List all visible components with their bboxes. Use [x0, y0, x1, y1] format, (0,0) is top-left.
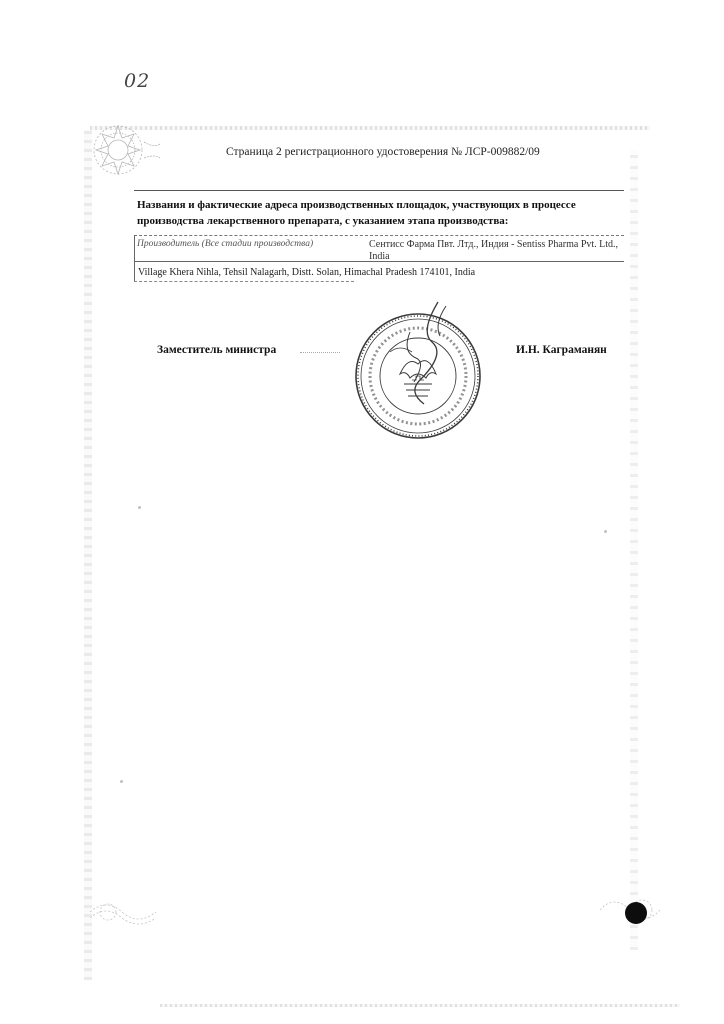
manufacturer-role: Производитель (Все стадии производства) [137, 239, 314, 249]
scan-speck [138, 506, 141, 509]
signature-line [300, 352, 340, 353]
production-sites-heading: Названия и фактические адреса производственных площадок, участвующих в процессе производства лекарственного препарата, с указанием этапа производства: [137, 199, 576, 227]
table-divider [134, 235, 135, 281]
scan-speck [604, 530, 607, 533]
signatory-position: Заместитель министра [157, 344, 277, 356]
rosette-ornament-icon [88, 118, 162, 180]
table-divider [134, 261, 624, 262]
scan-edge-left [84, 130, 92, 980]
manufacturer-name: Сентисс Фарма Пвт. Лтд., Индия - Sentiss Pharma Pvt. Ltd., India [369, 239, 619, 262]
production-sites-table [134, 190, 624, 283]
page-header: Страница 2 регистрационного удостоверения № ЛСР-009882/09 [226, 146, 540, 158]
scan-edge-bottom [160, 1004, 680, 1007]
table-divider [134, 281, 354, 282]
manufacturer-address: Village Khera Nihla, Tehsil Nalagarh, Distt. Solan, Himachal Pradesh 174101, India [138, 267, 476, 278]
handwritten-page-number: 02 [124, 70, 151, 92]
scan-edge-top [90, 126, 650, 130]
official-seal-icon [350, 292, 490, 442]
table-divider [134, 235, 624, 236]
black-dot-mark-icon [625, 902, 647, 924]
signatory-name: И.Н. Каграманян [516, 344, 607, 356]
scan-speck [120, 780, 123, 783]
rosette-fragment-icon [88, 896, 158, 928]
scan-edge-right [630, 150, 638, 950]
